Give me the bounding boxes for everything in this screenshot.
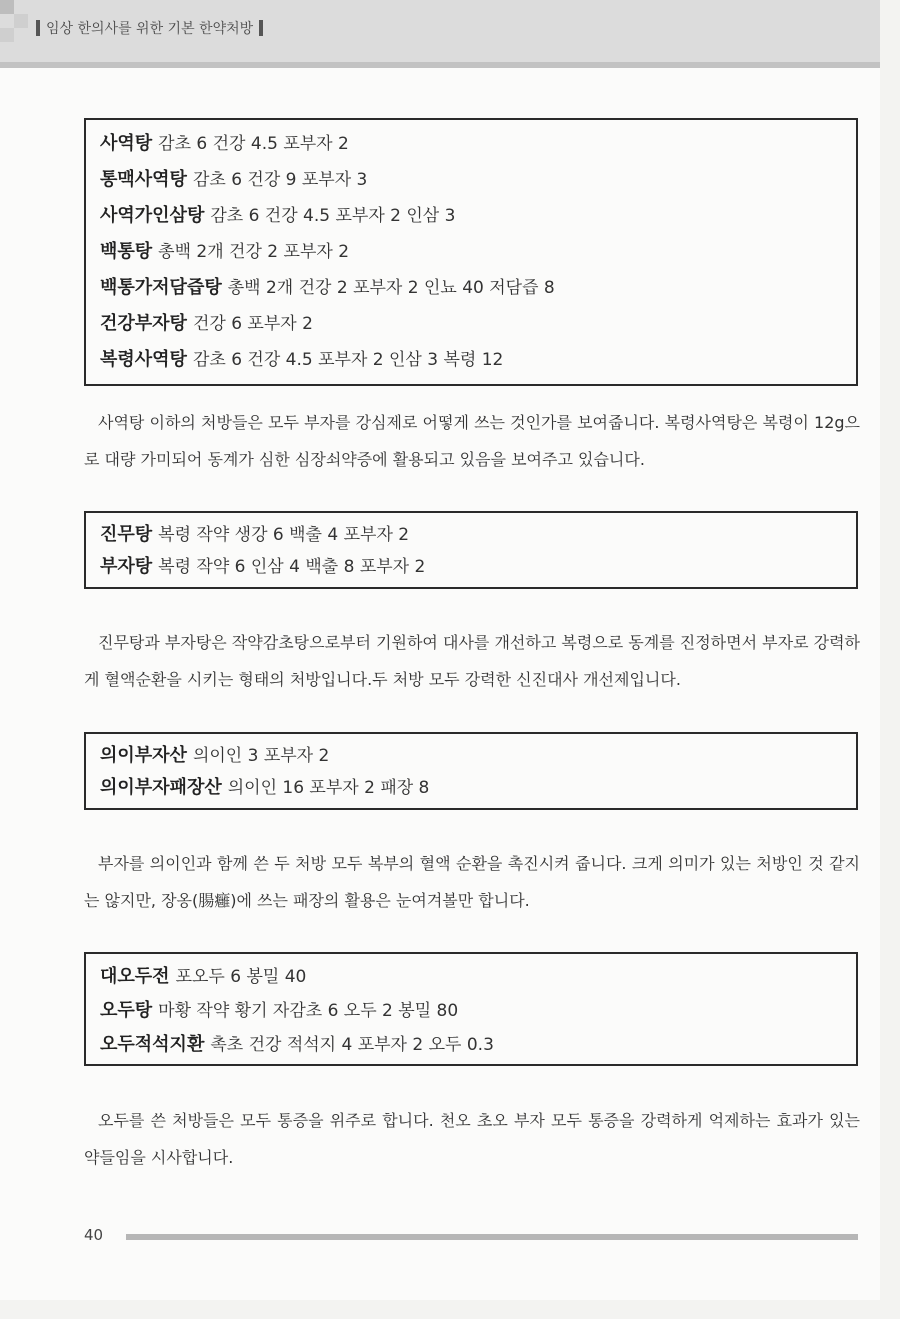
prescription-name: 사역가인삼탕 — [100, 205, 205, 226]
prescription-ingredients: 총백 2개 건강 2 포부자 2 인뇨 40 저담즙 8 — [227, 278, 555, 298]
prescription-row — [100, 960, 842, 994]
prescription-name: 의이부자패장산 — [100, 777, 222, 798]
prescription-name: 통맥사역탕 — [100, 169, 187, 190]
running-header — [0, 0, 880, 68]
prescription-row — [100, 306, 842, 342]
prescription-ingredients: 감초 6 건강 9 포부자 3 — [192, 170, 368, 190]
prescription-row — [100, 234, 842, 270]
prescription-name: 부자탕 — [100, 556, 153, 577]
prescription-row — [100, 126, 842, 162]
prescription-row — [100, 551, 842, 583]
prescription-row — [100, 740, 842, 772]
prescription-ingredients: 건강 6 포부자 2 — [192, 314, 313, 334]
prescription-row — [100, 162, 842, 198]
prescription-box-3 — [84, 732, 858, 810]
prescription-name: 오두탕 — [100, 1000, 153, 1021]
prescription-ingredients: 감초 6 건강 4.5 포부자 2 인삼 3 복령 12 — [192, 350, 504, 370]
page-number: 40 — [84, 1226, 104, 1244]
prescription-ingredients: 복령 작약 생강 6 백출 4 포부자 2 — [158, 525, 410, 545]
header-title: 임상 한의사를 위한 기본 한약처방 — [46, 21, 254, 37]
prescription-ingredients: 의이인 3 포부자 2 — [192, 746, 330, 766]
prescription-box-1 — [84, 118, 858, 386]
prescription-name: 복령사역탕 — [100, 349, 187, 370]
prescription-ingredients: 포오두 6 봉밀 40 — [175, 967, 307, 987]
prescription-ingredients: 의이인 16 포부자 2 패장 8 — [227, 778, 430, 798]
prescription-name: 백통탕 — [100, 241, 153, 262]
prescription-ingredients: 감초 6 건강 4.5 포부자 2 인삼 3 — [210, 206, 456, 226]
prescription-name: 진무탕 — [100, 524, 153, 545]
body-paragraph: 부자를 의이인과 함께 쓴 두 처방 모두 복부의 혈액 순환을 촉진시켜 줍니다. 크게 의미가 있는 처방인 것 같지는 않지만, 장옹(腸癰)에 쓰는 패장의 활용은 눈여겨볼만 합니다. — [84, 854, 860, 910]
prescription-ingredients: 촉초 건강 적석지 4 포부자 2 오두 0.3 — [210, 1035, 494, 1055]
prescription-ingredients: 총백 2개 건강 2 포부자 2 — [158, 242, 350, 262]
footer-rule — [126, 1234, 858, 1240]
body-paragraph: 사역탕 이하의 처방들은 모두 부자를 강심제로 어떻게 쓰는 것인가를 보여줍니다. 복령사역탕은 복령이 12g으로 대량 가미되어 동계가 심한 심장쇠약증에 활용되고 있음을 보여주고 있습니다. — [84, 413, 860, 469]
header-bar-left — [36, 20, 40, 36]
body-paragraph: 진무탕과 부자탕은 작약감초탕으로부터 기원하여 대사를 개선하고 복령으로 동계를 진정하면서 부자로 강력하게 혈액순환을 시키는 형태의 처방입니다.두 처방 모두 강력한 신진대사 개선제입니다. — [84, 633, 860, 689]
body-paragraph: 오두를 쓴 처방들은 모두 통증을 위주로 합니다. 천오 초오 부자 모두 통증을 강력하게 억제하는 효과가 있는 약들임을 시사합니다. — [84, 1111, 860, 1167]
prescription-row — [100, 1028, 842, 1062]
prescription-name: 건강부자탕 — [100, 313, 187, 334]
prescription-box-2 — [84, 511, 858, 589]
prescription-row — [100, 994, 842, 1028]
prescription-box-4 — [84, 952, 858, 1066]
header-title-group — [36, 18, 263, 38]
corner-decoration — [0, 0, 28, 60]
prescription-row — [100, 519, 842, 551]
prescription-name: 백통가저담즙탕 — [100, 277, 222, 298]
prescription-row — [100, 342, 842, 378]
prescription-row — [100, 198, 842, 234]
prescription-name: 의이부자산 — [100, 745, 187, 766]
header-bar-right — [259, 20, 263, 36]
prescription-row — [100, 772, 842, 804]
prescription-ingredients: 감초 6 건강 4.5 포부자 2 — [158, 134, 349, 154]
prescription-row — [100, 270, 842, 306]
prescription-ingredients: 마황 작약 황기 자감초 6 오두 2 봉밀 80 — [158, 1001, 459, 1021]
prescription-name: 대오두전 — [100, 966, 170, 987]
prescription-ingredients: 복령 작약 6 인삼 4 백출 8 포부자 2 — [158, 557, 426, 577]
prescription-name: 사역탕 — [100, 133, 153, 154]
prescription-name: 오두적석지환 — [100, 1034, 205, 1055]
